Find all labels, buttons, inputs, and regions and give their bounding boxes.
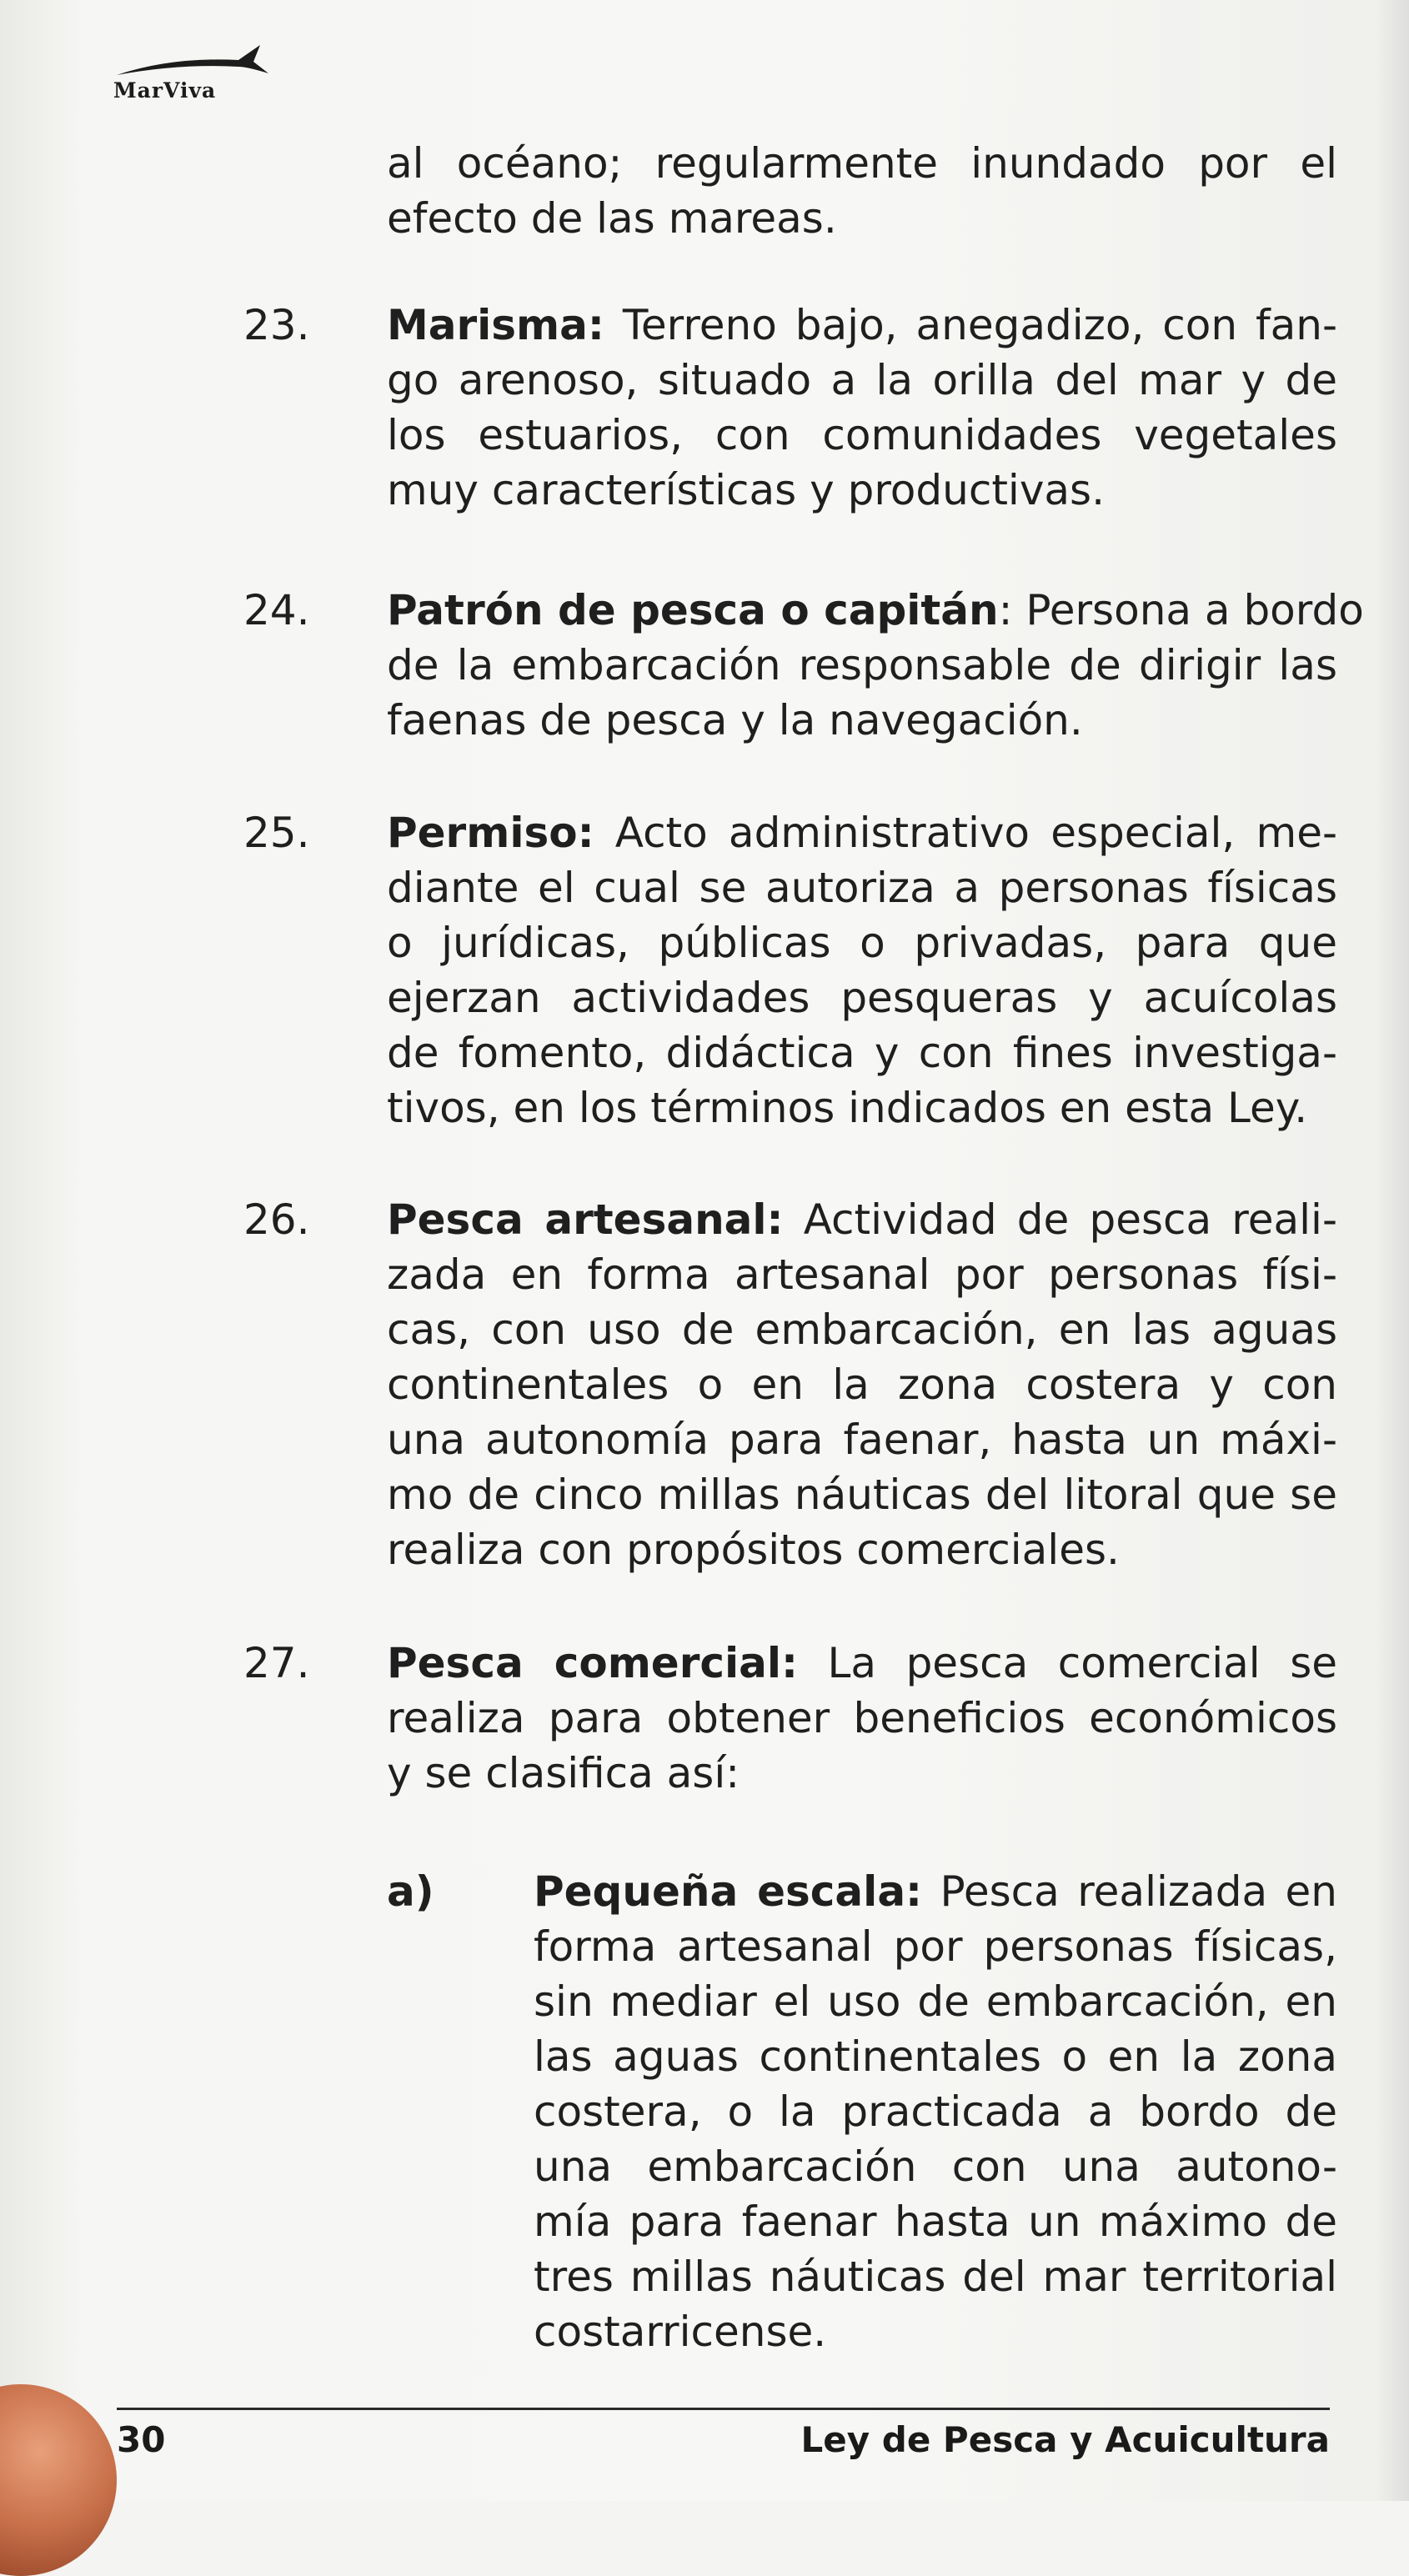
definition-line: mo de cinco millas náuticas del litoral que se [387, 1471, 1337, 1519]
intro-line: al océano; regularmente inundado por el [387, 139, 1337, 188]
definition-term: Patrón de pesca o capitán [387, 586, 999, 634]
definition-line: faenas de pesca y la navegación. [387, 696, 1083, 744]
definition-line [387, 298, 1337, 353]
definition-line: de fomento, didáctica y con fines investiga- [387, 1029, 1337, 1077]
definition-line: cas, con uso de embarcación, en las aguas [387, 1306, 1337, 1354]
definition-line: y se clasifica así: [387, 1749, 740, 1797]
subitem-label: a) [387, 1867, 434, 1916]
page-number: 30 [117, 2419, 166, 2460]
definition-line: realiza para obtener beneficios económicos [387, 1694, 1337, 1742]
footer-rule [117, 2408, 1330, 2410]
item-number: 23. [243, 301, 310, 349]
item-number: 24. [243, 586, 310, 634]
definition-line: zada en forma artesanal por personas físi- [387, 1250, 1337, 1299]
definition-text: Acto administrativo especial, me- [594, 809, 1337, 857]
book-title: Ley de Pesca y Acuicultura [800, 2419, 1330, 2460]
definition-line: continentales o en la zona costera y con [387, 1361, 1337, 1409]
definition-line: realiza con propósitos comerciales. [387, 1526, 1120, 1574]
definition-line: de la embarcación responsable de dirigir las [387, 641, 1337, 689]
definition-text: : Persona a bordo [998, 586, 1364, 634]
definition-text: Terreno bajo, anegadizo, con fan- [604, 301, 1337, 349]
subitem-line [534, 1864, 1337, 1919]
subitem-line: una embarcación con una autono- [534, 2142, 1337, 2191]
definition-line: tivos, en los términos indicados en esta Ley. [387, 1084, 1308, 1132]
definition-line: una autonomía para faenar, hasta un máxi- [387, 1416, 1337, 1464]
logo-text: MarViva [113, 78, 217, 103]
definition-term: Pesca comercial: [387, 1639, 799, 1687]
marviva-logo [113, 42, 280, 108]
item-number: 25. [243, 809, 310, 857]
subitem-line: forma artesanal por personas físicas, [534, 1922, 1337, 1971]
subitem-line: costarricense. [534, 2308, 827, 2356]
fish-fin-icon [113, 42, 280, 83]
definition-line [387, 1636, 1337, 1691]
item-number: 26. [243, 1195, 310, 1244]
subitem-term: Pequeña escala: [534, 1867, 923, 1916]
definition-line: muy características y productivas. [387, 466, 1105, 514]
subitem-line: costera, o la practicada a bordo de [534, 2087, 1337, 2136]
definition-line: diante el cual se autoriza a personas físicas [387, 864, 1337, 912]
intro-line: efecto de las mareas. [387, 194, 837, 243]
item-number: 27. [243, 1639, 310, 1687]
subitem-line: las aguas continentales o en la zona [534, 2032, 1337, 2081]
definition-term: Marisma: [387, 301, 604, 349]
definition-line [387, 805, 1337, 860]
subitem-text: Pesca realizada en [922, 1867, 1337, 1916]
definition-text: La pesca comercial se [798, 1639, 1338, 1687]
subitem-line: tres millas náuticas del mar territorial [534, 2253, 1337, 2301]
definition-line [387, 583, 1364, 638]
definition-term: Permiso: [387, 809, 594, 857]
definition-text: Actividad de pesca reali- [783, 1195, 1337, 1244]
subitem-line: mía para faenar hasta un máximo de [534, 2198, 1337, 2246]
definition-line: ejerzan actividades pesqueras y acuícolas [387, 974, 1337, 1022]
page-edge-shadow [1376, 0, 1409, 2501]
definition-term: Pesca artesanal: [387, 1195, 784, 1244]
definition-line: go arenoso, situado a la orilla del mar y de [387, 356, 1337, 404]
definition-line: o jurídicas, públicas o privadas, para que [387, 919, 1337, 967]
subitem-line: sin mediar el uso de embarcación, en [534, 1977, 1337, 2026]
definition-line [387, 1192, 1337, 1247]
thumb-finger [0, 2384, 117, 2576]
definition-line: los estuarios, con comunidades vegetales [387, 411, 1337, 459]
